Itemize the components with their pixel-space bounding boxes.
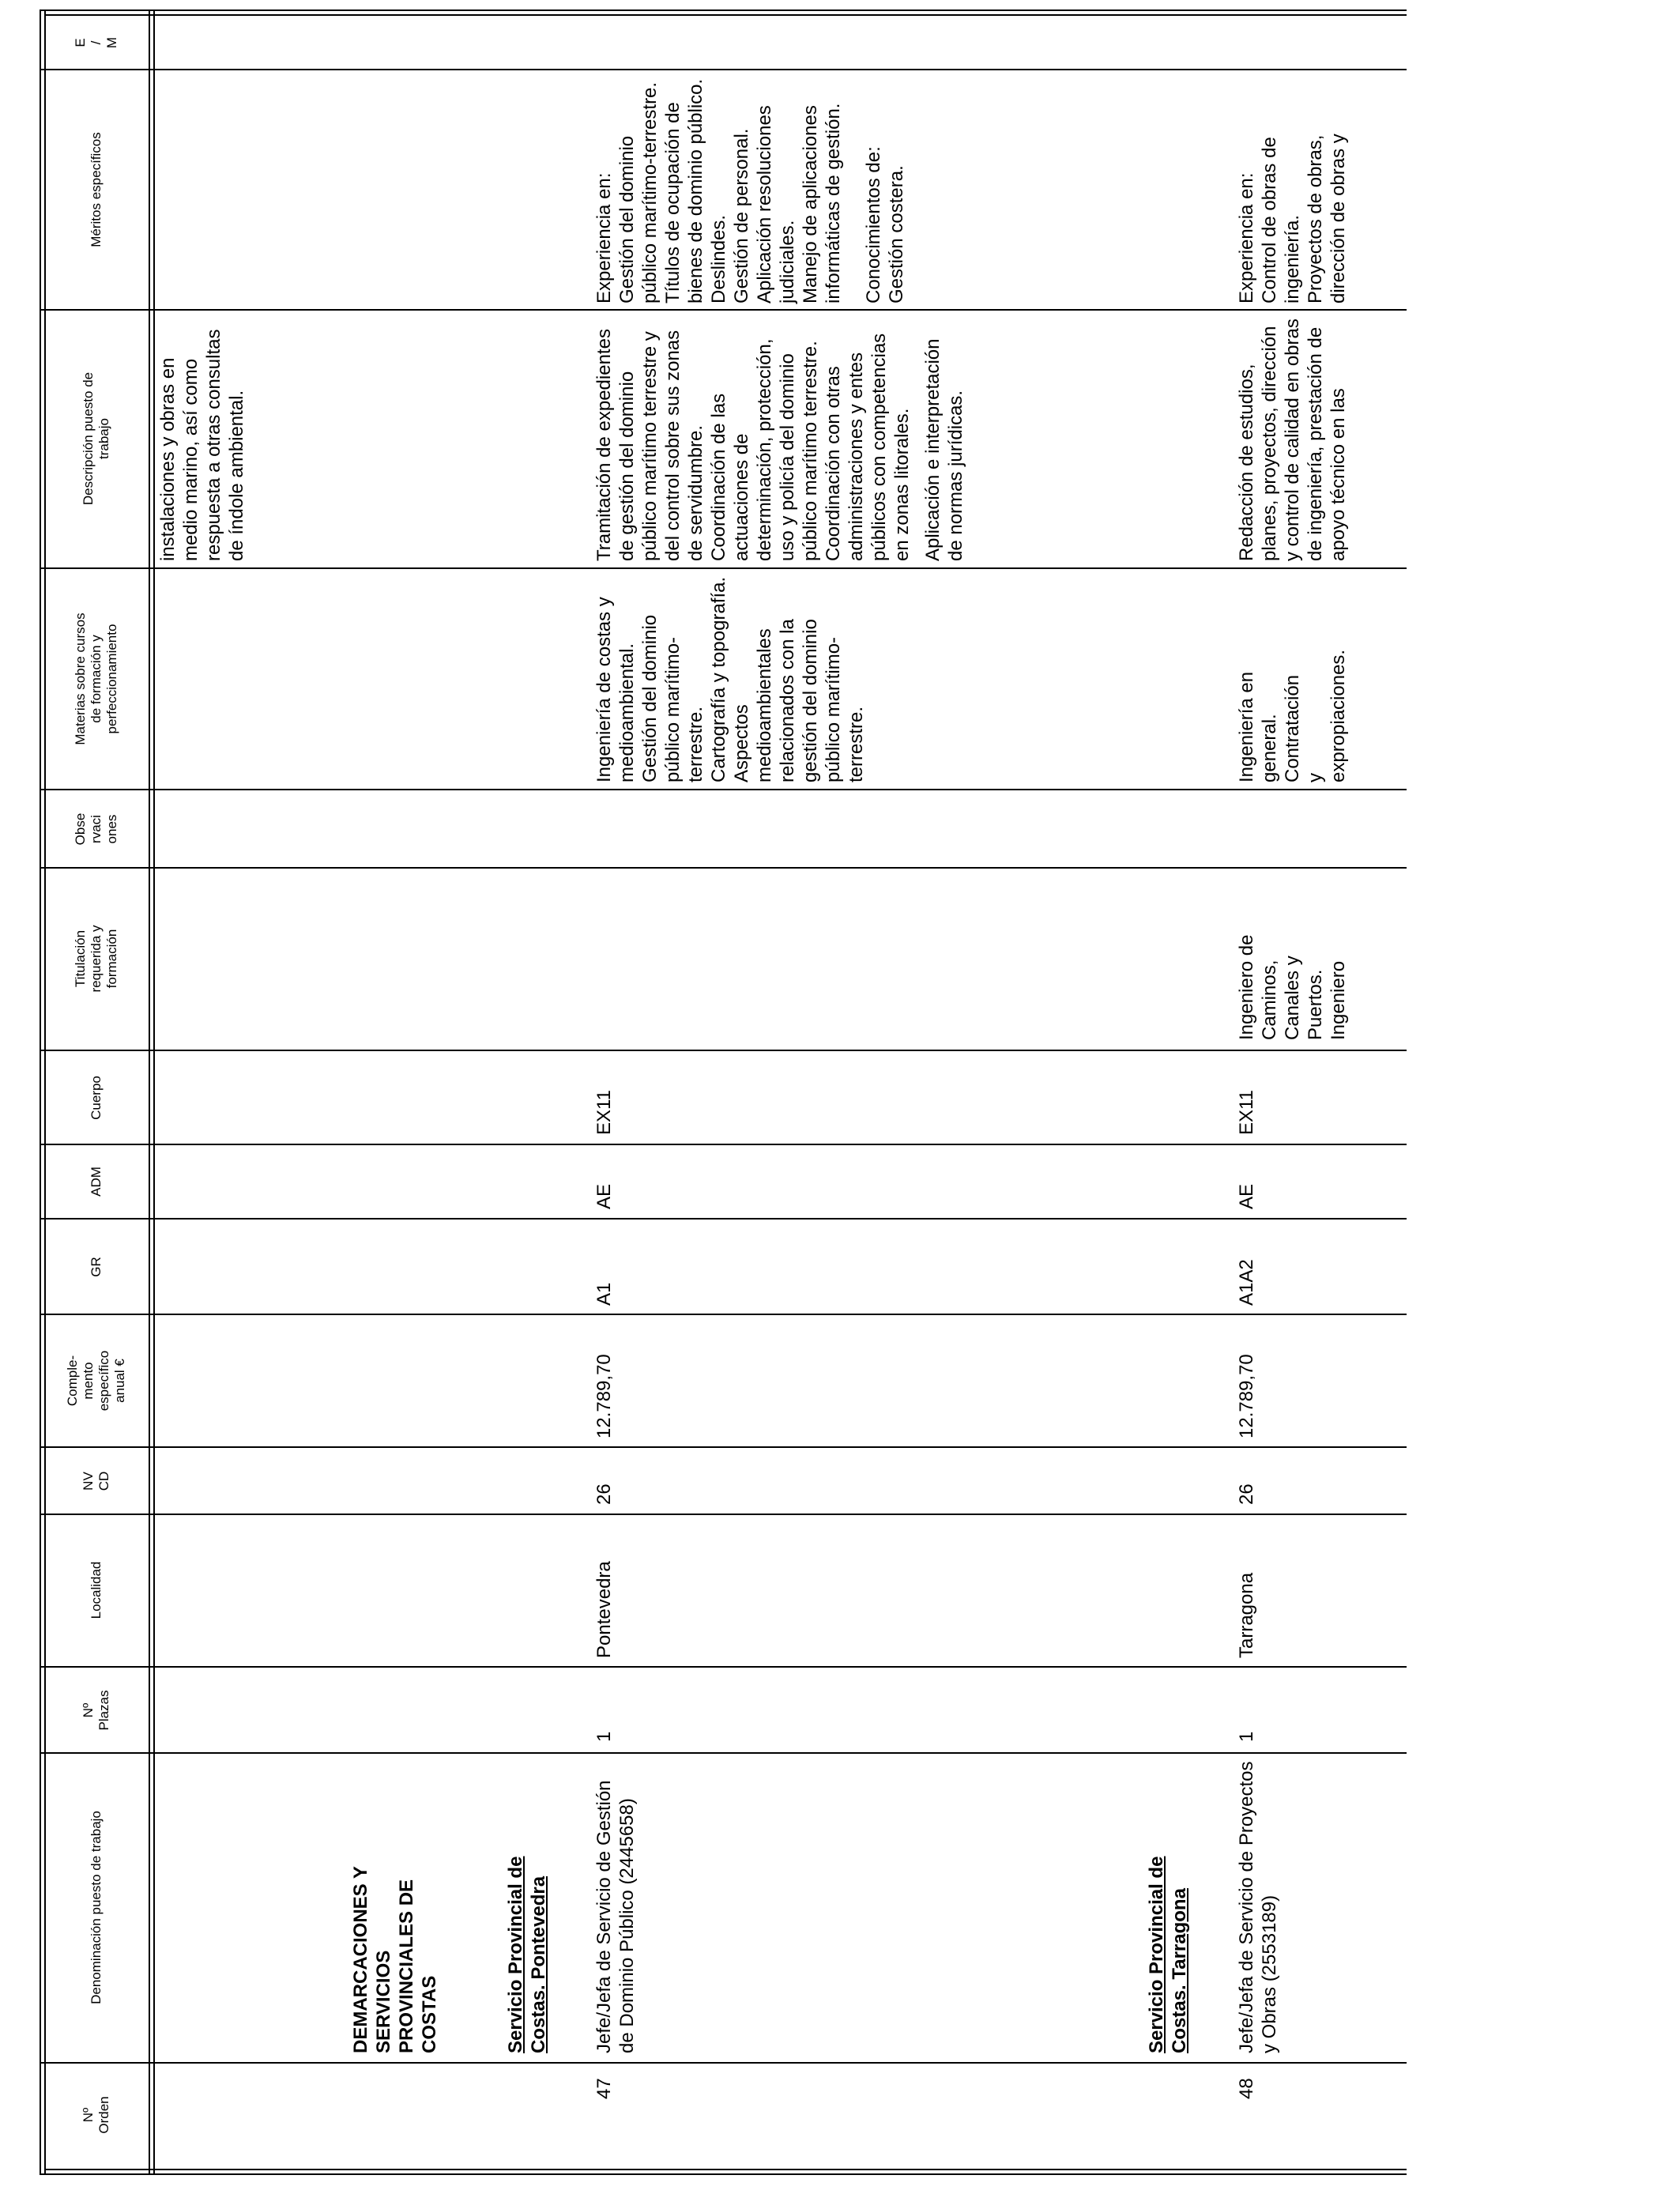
- materias-47-item: Ingeniería de costas y medioambiental.: [593, 597, 638, 782]
- meritos-47-item: Títulos de ocupación de bienes de dominio público.: [662, 78, 706, 303]
- adm-47: AE: [593, 1183, 615, 1209]
- meritos-47: [593, 74, 908, 303]
- materias-48: [1235, 649, 1350, 782]
- complemento-47: 12.789,70: [593, 1354, 615, 1438]
- complemento-48: 12.789,70: [1236, 1354, 1257, 1438]
- col-sep: [40, 1666, 1407, 1668]
- meritos-48-item: Proyectos de obras, dirección de obras y: [1305, 134, 1349, 303]
- header-separator-a: [149, 9, 150, 2175]
- header-complemento: Comple-mento específico anual €: [65, 1350, 127, 1412]
- meritos-47-item: Gestión del dominio público marítimo-terrestre.: [616, 81, 661, 303]
- col-sep: [40, 1218, 1407, 1220]
- header-localidad: Localidad: [89, 1561, 104, 1619]
- denominacion-48: Jefe/Jefa de Servicio de Proyectos y Obras (2553189): [1236, 1761, 1280, 2053]
- plazas-47: 1: [593, 1731, 615, 1742]
- frame-right-outer: [40, 9, 1407, 11]
- col-sep: [40, 1752, 1407, 1754]
- header-titulacion: Titulación requerida y formación: [73, 925, 119, 993]
- gr-48: A1A2: [1236, 1259, 1257, 1306]
- localidad-48: Tarragona: [1236, 1572, 1257, 1658]
- orden-48: 48: [1236, 2078, 1257, 2099]
- header-orden: Nº Orden: [81, 2096, 111, 2134]
- col-sep: [40, 1446, 1407, 1448]
- col-sep: [40, 1050, 1407, 1051]
- descripcion-47-item: Aplicación e interpretación de normas jurídicas.: [922, 338, 966, 561]
- materias-47-item: Cartografía y topografía.: [708, 576, 729, 782]
- descripcion-48: [1235, 315, 1350, 561]
- subheading-row-48: Servicio Provincial de Costas. Tarragona: [1146, 1856, 1190, 2053]
- materias-47-item: Aspectos medioambientales relacionados con la gestión del dominio público marítimo-terrestre.: [731, 619, 867, 782]
- meritos-48: [1235, 74, 1350, 303]
- meritos-47-item: Gestión de personal.: [731, 128, 752, 303]
- titulacion-48: [1235, 922, 1350, 1040]
- col-sep: [40, 867, 1407, 869]
- col-sep: [40, 309, 1407, 311]
- meritos-47-item: Conocimientos de:: [863, 146, 884, 303]
- meritos-47-item: Manejo de aplicaciones informáticas de gestión.: [800, 103, 844, 303]
- header-observaciones: Obse rvaci ones: [73, 812, 119, 846]
- meritos-47-item: Experiencia en:: [593, 172, 615, 303]
- nivel-48: 26: [1236, 1483, 1257, 1505]
- col-sep: [40, 1514, 1407, 1515]
- header-adm: ADM: [89, 1167, 104, 1197]
- section-title: DEMARCACIONES Y SERVICIOS PROVINCIALES DE COSTAS: [350, 1866, 440, 2053]
- frame-left-outer: [40, 2173, 1407, 2175]
- header-descripcion: Descripción puesto de trabajo: [81, 371, 111, 506]
- col-sep: [40, 69, 1407, 70]
- nivel-47: 26: [593, 1483, 615, 1505]
- descripcion-47-item: Coordinación con otras administraciones y entes públicos con competencias en zonas litorales.: [823, 333, 913, 561]
- frame-top-outer: [40, 9, 41, 2175]
- col-sep: [40, 1314, 1407, 1315]
- header-meritos: Méritos específicos: [89, 132, 104, 247]
- header-nivel: NV CD: [81, 1471, 111, 1491]
- header-materias: Materias sobre cursos de formación y perfeccionamiento: [73, 613, 119, 745]
- cuerpo-48: EX11: [1236, 1090, 1257, 1135]
- descripcion-48-item: Redacción de estudios, planes, proyectos, dirección y control de calidad en obras de ingeniería, prestación de apoyo técnico en las: [1236, 319, 1349, 561]
- descripcion-continuation-text: instalaciones y obras en medio marino, así como respuesta a otras consultas de índole ambiental.: [157, 329, 247, 561]
- col-sep: [40, 1144, 1407, 1145]
- cuerpo-47: EX11: [593, 1090, 615, 1135]
- col-sep: [40, 2062, 1407, 2064]
- meritos-48-item: Experiencia en:: [1236, 172, 1257, 303]
- header-denominacion: Denominación puesto de trabajo: [89, 1811, 104, 2004]
- frame-right-inner: [44, 14, 1407, 16]
- meritos-47-item: Aplicación resoluciones judiciales.: [754, 105, 798, 303]
- adm-48: AE: [1236, 1183, 1257, 1209]
- descripcion-47-item: Tramitación de expedientes de gestión del dominio público marítimo terrestre y del control sobre sus zonas de servidumbre.: [593, 329, 706, 561]
- col-sep: [40, 789, 1407, 790]
- titulacion-48-item: Ingeniero de Caminos, Canales y Puertos.: [1236, 934, 1326, 1040]
- meritos-47-item: Gestión costera.: [886, 165, 907, 303]
- header-plazas: Nº Plazas: [81, 1690, 111, 1731]
- subheading-row-47: Servicio Provincial de Costas. Pontevedra: [505, 1856, 549, 2053]
- descripcion-continuation: [156, 315, 248, 561]
- frame-left-inner: [44, 2169, 1407, 2170]
- col-sep: [40, 567, 1407, 569]
- materias-48-item: Contratación y expropiaciones.: [1282, 649, 1349, 782]
- meritos-48-item: Control de obras de ingeniería.: [1259, 137, 1303, 303]
- localidad-47: Pontevedra: [593, 1561, 615, 1658]
- header-gr: GR: [89, 1257, 104, 1277]
- gr-47: A1: [593, 1282, 615, 1306]
- header-em: E / M: [73, 36, 119, 49]
- plazas-48: 1: [1236, 1731, 1257, 1742]
- frame-top-inner: [44, 9, 46, 2175]
- materias-47: [593, 574, 868, 782]
- header-separator-b: [153, 9, 155, 2175]
- titulacion-48-item: Ingeniero: [1328, 960, 1349, 1040]
- materias-48-item: Ingeniería en general.: [1236, 671, 1280, 782]
- meritos-47-item: Deslindes.: [708, 214, 729, 303]
- header-cuerpo: Cuerpo: [89, 1076, 104, 1120]
- descripcion-47-item: Coordinación de las actuaciones de determinación, protección, uso y policía del dominio público marítimo terrestre.: [708, 338, 821, 561]
- materias-47-item: Gestión del dominio público marítimo-terrestre.: [639, 614, 706, 782]
- descripcion-47: [593, 315, 967, 561]
- orden-47: 47: [593, 2078, 615, 2099]
- denominacion-47: Jefe/Jefa de Servicio de Gestión de Dominio Público (2445658): [593, 1780, 638, 2053]
